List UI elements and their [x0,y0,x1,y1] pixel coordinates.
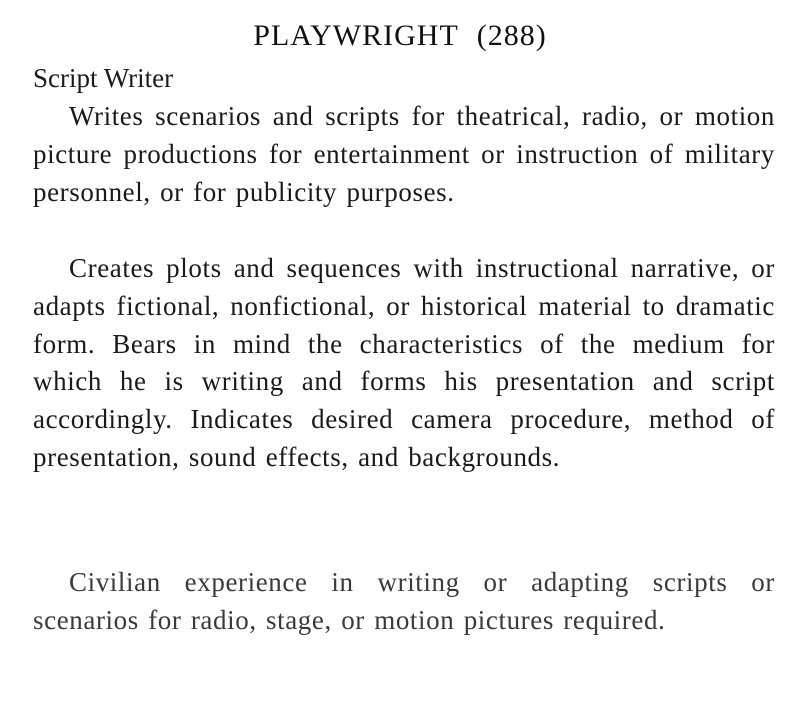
occupation-title: PLAYWRIGHT [253,19,459,52]
paragraph-text: Civilian experience in writing or adapting scripts or scenarios for radio, stage, or motion pictures required. [33,567,775,635]
alternate-title: Script Writer [33,63,174,93]
paragraph-text: Creates plots and sequences with instructional narrative, or adapts fictional, nonfictional, or historical material to dramatic form. Bears in mind the characteristics of the medium for which he is writing and forms his presentation and script accordingly. Indicates desired camera procedure, method of presentation, sound effects, and backgrounds. [33,253,775,472]
occupation-code: (288) [476,19,547,52]
qualification-paragraph [33,564,775,640]
duties-paragraph-2 [33,250,775,477]
page-title [0,16,800,56]
paragraph-text: Writes scenarios and scripts for theatrical, radio, or motion picture productions for entertainment or instruction of military personnel, or for publicity purposes. [33,101,775,207]
duties-paragraph-1 [33,98,775,211]
